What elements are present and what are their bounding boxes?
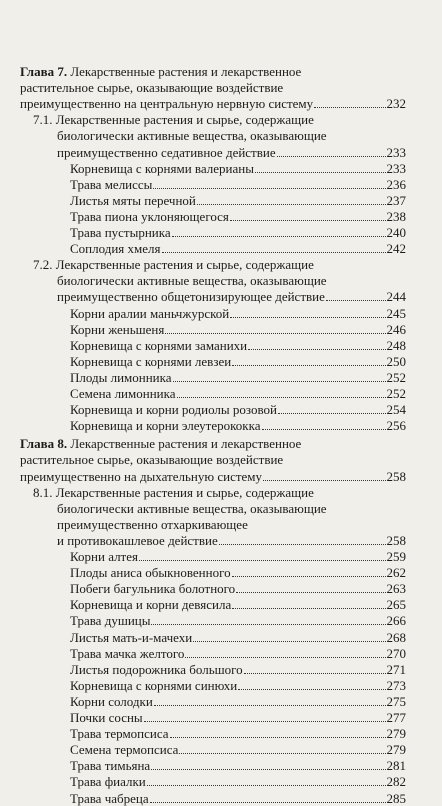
entry-text: Корневища и корни девясила [70, 597, 232, 613]
chapter-heading [20, 80, 406, 95]
toc-item [70, 742, 406, 757]
entry-text: 7.1. Лекарственные растения и сырье, содержащие [33, 112, 314, 128]
dot-leader [150, 802, 386, 803]
chapter-heading [20, 452, 406, 467]
page-number: 244 [386, 289, 406, 305]
toc-item [70, 678, 406, 693]
chapter-title-text: Лекарственные растения и лекарственное [67, 64, 302, 79]
page-number: 273 [386, 677, 406, 693]
toc-item [70, 225, 406, 240]
page-number: 254 [386, 402, 406, 418]
page-number: 240 [386, 225, 406, 240]
dot-leader [147, 785, 386, 786]
page-number: 275 [386, 693, 406, 709]
page-number: 232 [386, 96, 406, 112]
page-number: 245 [386, 305, 406, 321]
page-number: 258 [386, 468, 406, 484]
entry-text: преимущественно на центральную нервную систему [20, 96, 314, 112]
toc-item [70, 193, 406, 208]
page-number: 233 [386, 160, 406, 176]
entry-text: Семена лимонника [70, 386, 176, 401]
dot-leader [193, 641, 385, 642]
toc-item [70, 613, 406, 628]
toc-item [70, 597, 406, 612]
dot-leader [262, 429, 386, 430]
toc-item [70, 386, 406, 401]
dot-leader [177, 397, 386, 398]
entry-text: преимущественно отхаркивающее [57, 516, 248, 532]
toc-item [70, 322, 406, 337]
entry-text: Трава мачка желтого [70, 645, 185, 661]
chapter-number: Глава 7. [20, 64, 68, 79]
entry-text: Корневища с корнями левзеи [70, 353, 232, 369]
page-number: 246 [386, 321, 406, 337]
page-number: 252 [386, 386, 406, 401]
entry-text: Листья мяты перечной [70, 192, 196, 208]
entry-text: Семена термопсиса [70, 742, 179, 758]
dot-leader [314, 107, 385, 108]
section-heading [33, 112, 406, 127]
section-heading [57, 533, 406, 548]
toc-item [70, 177, 406, 192]
toc-item [70, 549, 406, 564]
dot-leader [151, 624, 385, 625]
entry-text: Корневища с корнями валерианы [70, 160, 254, 176]
dot-leader [277, 156, 386, 157]
entry-text: Трава термопсиса [70, 726, 169, 742]
toc-item [70, 565, 406, 580]
dot-leader [185, 657, 385, 658]
entry-text: Трава пустырника [70, 225, 171, 240]
entry-text: Листья мать-и-мачехи [70, 629, 193, 645]
entry-text: Трава тимьяна [70, 758, 151, 774]
dot-leader [197, 204, 386, 205]
section-heading [33, 485, 406, 500]
page-number: 242 [386, 241, 406, 257]
entry-text: преимущественно седативное действие [57, 144, 276, 160]
entry-text: Листья подорожника большого [70, 661, 243, 677]
entry-text: Корневища с корнями синюхи [70, 677, 238, 693]
page-number: 238 [386, 208, 406, 224]
dot-leader [236, 592, 385, 593]
entry-text: Корни алтея [70, 549, 138, 564]
entry-text: Трава мелиссы [70, 176, 153, 192]
toc-item [70, 662, 406, 677]
dot-leader [238, 689, 385, 690]
dot-leader [232, 576, 386, 577]
toc-item [70, 370, 406, 385]
toc-item [70, 354, 406, 369]
page-number: 268 [386, 629, 406, 645]
toc-item [70, 774, 406, 789]
toc-item [70, 418, 406, 433]
page-number: 237 [386, 192, 406, 208]
dot-leader [263, 480, 385, 481]
entry-text: 7.2. Лекарственные растения и сырье, содержащие [33, 257, 314, 273]
entry-text: Корневища и корни элеутерококка [70, 418, 261, 434]
entry-text: и противокашлевое действие [57, 532, 218, 548]
section-heading [57, 289, 406, 304]
section-heading [33, 257, 406, 272]
page-number: 263 [386, 581, 406, 597]
toc-item [70, 646, 406, 661]
chapter-title-text: Лекарственные растения и лекарственное [67, 436, 302, 452]
toc-item [70, 306, 406, 321]
toc-item [70, 402, 406, 417]
entry-text: Побеги багульника болотного [70, 581, 236, 597]
entry-text: преимущественно на дыхательную систему [20, 468, 263, 484]
page-number: 248 [386, 337, 406, 353]
page-number: 258 [386, 532, 406, 548]
chapter-heading [20, 469, 406, 484]
entry-text: Корневища и корни родиолы розовой [70, 402, 277, 418]
dot-leader [173, 381, 386, 382]
page-number: 270 [386, 645, 406, 661]
entry-text: Корневища с корнями заманихи [70, 337, 248, 353]
dot-leader [255, 172, 386, 173]
dot-leader [172, 236, 386, 237]
entry-text: растительное сырье, оказывающие воздействие [20, 452, 284, 468]
dot-leader [219, 544, 386, 545]
page-number: 233 [386, 144, 406, 160]
section-heading [57, 128, 406, 143]
dot-leader [232, 608, 385, 609]
entry-text [20, 436, 301, 451]
page-number: 285 [386, 790, 406, 806]
dot-leader [248, 349, 385, 350]
page-number: 256 [386, 418, 406, 434]
page-number: 281 [386, 758, 406, 774]
page-number: 250 [386, 353, 406, 369]
toc-item [70, 630, 406, 645]
section-heading [57, 145, 406, 160]
entry-text: биологически активные вещества, оказывающие [57, 128, 327, 144]
section-heading [57, 273, 406, 288]
dot-leader [170, 737, 386, 738]
entry-text: Корни аралии маньчжурской [70, 305, 230, 321]
page-number: 259 [386, 549, 406, 564]
chapter-heading [20, 64, 406, 79]
page-number: 252 [386, 369, 406, 385]
dot-leader [153, 188, 385, 189]
section-heading [57, 517, 406, 532]
toc-item [70, 338, 406, 353]
entry-text: Плоды лимонника [70, 369, 172, 385]
dot-leader [326, 300, 386, 301]
entry-text: биологически активные вещества, оказывающие [57, 273, 327, 289]
entry-text: Трава фиалки [70, 774, 146, 790]
toc-item [70, 581, 406, 596]
dot-leader [230, 220, 386, 221]
dot-leader [144, 721, 386, 722]
page-number: 236 [386, 176, 406, 192]
entry-text: Почки сосны [70, 710, 143, 725]
page-number: 279 [386, 726, 406, 742]
dot-leader [244, 673, 386, 674]
page-number: 282 [386, 774, 406, 790]
section-heading [57, 501, 406, 516]
page-number: 262 [386, 565, 406, 581]
dot-leader [151, 769, 385, 770]
dot-leader [278, 413, 386, 414]
entry-text: Трава душицы [70, 613, 151, 629]
dot-leader [154, 705, 386, 706]
entry-text: Соплодия хмеля [70, 241, 161, 257]
page-number: 266 [386, 613, 406, 629]
page-number: 265 [386, 597, 406, 613]
toc-item [70, 758, 406, 773]
toc-item [70, 209, 406, 224]
toc-item [70, 161, 406, 176]
chapter-heading [20, 96, 406, 111]
entry-text [20, 64, 301, 79]
toc-item [70, 694, 406, 709]
chapter-number: Глава 8. [20, 436, 68, 452]
entry-text: Трава пиона уклоняющегося [70, 208, 229, 224]
dot-leader [230, 317, 385, 318]
dot-leader [162, 252, 386, 253]
toc-item [70, 241, 406, 256]
page-number: 279 [386, 742, 406, 758]
dot-leader [165, 333, 385, 334]
dot-leader [139, 560, 386, 561]
dot-leader [179, 753, 385, 754]
entry-text: преимущественно общетонизирующее действие [57, 289, 325, 305]
toc-item [70, 710, 406, 725]
entry-text: Трава чабреца [70, 790, 149, 806]
entry-text: Корни солодки [70, 693, 153, 709]
page-number: 277 [386, 710, 406, 725]
dot-leader [232, 365, 385, 366]
page-number: 271 [386, 661, 406, 677]
toc-item [70, 791, 406, 806]
entry-text: Корни женьшеня [70, 321, 165, 337]
entry-text: растительное сырье, оказывающие воздействие [20, 80, 284, 96]
toc-item [70, 726, 406, 741]
entry-text: 8.1. Лекарственные растения и сырье, содержащие [33, 484, 314, 500]
chapter-heading [20, 436, 406, 451]
entry-text: биологически активные вещества, оказывающие [57, 500, 327, 516]
entry-text: Плоды аниса обыкновенного [70, 565, 231, 581]
